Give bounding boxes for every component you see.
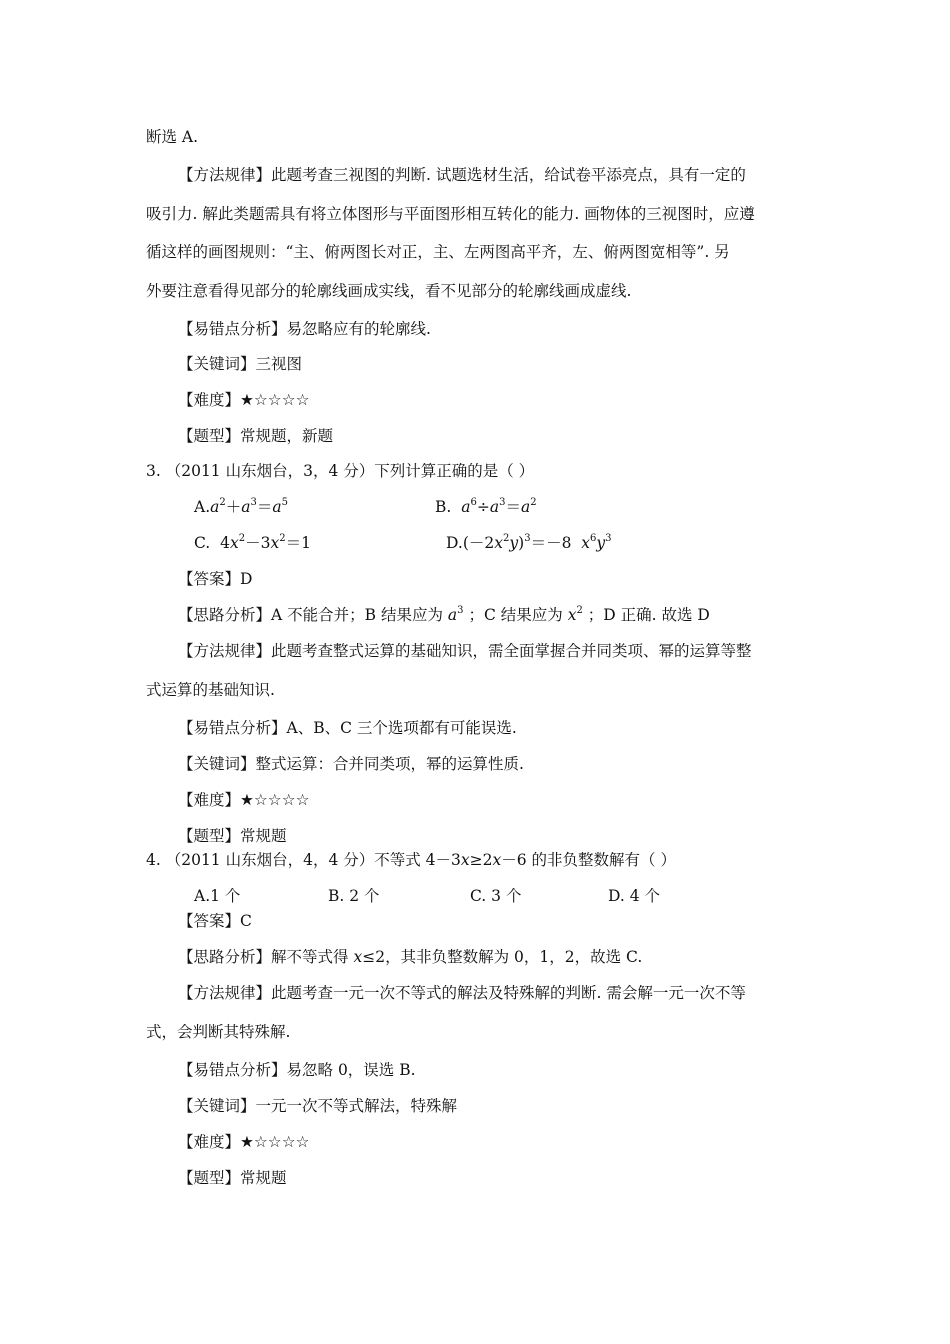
q4-stem: 4. （2011 山东烟台，4，4 分）不等式 4－3x≥2x－6 的非负整数解有（ ） — [146, 851, 676, 869]
q3-option-a-prefix: A. — [194, 498, 211, 516]
q4-stem-part1: 4. （2011 山东烟台，4，4 分）不等式 4－3 — [146, 851, 461, 869]
q4-analysis-part1: 解不等式得 — [271, 948, 349, 966]
q3-analysis-part1: A 不能合并；B 结果应为 — [271, 606, 443, 624]
q3-answer-label: 【答案】 — [178, 570, 241, 588]
q4-analysis-part2: ≤2，其非负整数解为 0，1，2，故选 C. — [362, 948, 643, 966]
q3-keyword-text: 整式运算：合并同类项，幂的运算性质. — [255, 755, 524, 773]
q3-analysis-part2: ；C 结果应为 — [468, 606, 563, 624]
q3-option-d-prefix: D. — [446, 534, 463, 552]
q4-keyword — [178, 1095, 457, 1117]
q3-error — [178, 717, 517, 739]
q4-error — [178, 1059, 416, 1081]
q3-analysis: 【思路分析】A 不能合并；B 结果应为 $a^3$ ；C 结果应为 $x^2$ ；D 正确. 故选 D — [178, 605, 710, 624]
q2-error — [178, 318, 431, 340]
q3-option-c-prefix: C. — [194, 534, 211, 552]
q4-option-d: D. 4 个 — [608, 887, 661, 905]
q2-keyword — [178, 353, 302, 375]
q2-method-line2: 吸引力. 解此类题需具有将立体图形与平面图形相互转化的能力. 画物体的三视图时，应遵 — [146, 205, 755, 223]
q3-analysis-label: 【思路分析】 — [178, 606, 272, 624]
q4-stem-part2: ≥2 — [469, 851, 493, 869]
q2-error-text: 易忽略应有的轮廓线. — [286, 320, 431, 338]
q3-difficulty-stars: ★☆☆☆☆ — [240, 791, 310, 809]
q2-keyword-label: 【关键词】 — [178, 355, 256, 373]
q4-error-label: 【易错点分析】 — [178, 1061, 287, 1079]
q3-difficulty-label: 【难度】 — [178, 791, 241, 809]
q3-difficulty — [178, 789, 310, 811]
q2-type-text: 常规题，新题 — [240, 427, 334, 445]
q3-answer-text: D — [240, 570, 253, 588]
q2-type — [178, 425, 333, 447]
q4-difficulty — [178, 1131, 310, 1153]
q2-method-label: 【方法规律】 — [178, 166, 272, 184]
q3-answer — [178, 568, 252, 590]
q3-error-text: A、B、C 三个选项都有可能误选. — [286, 719, 517, 737]
q3-method — [178, 640, 752, 662]
q4-method-label: 【方法规律】 — [178, 984, 272, 1002]
q4-option-c: C. 3 个 — [470, 887, 522, 905]
q4-method-line1: 此题考查一元一次不等式的解法及特殊解的判断. 需会解一元一次不等 — [271, 984, 746, 1002]
q4-type — [178, 1167, 287, 1189]
q3-keyword-label: 【关键词】 — [178, 755, 256, 773]
q4-analysis-label: 【思路分析】 — [178, 948, 272, 966]
q4-type-label: 【题型】 — [178, 1169, 241, 1187]
q3-option-b: B. $a^6\div a^3=a^2$ — [435, 497, 537, 516]
q3-keyword — [178, 753, 524, 775]
q4-answer-text: C — [240, 912, 252, 930]
q4-difficulty-label: 【难度】 — [178, 1133, 241, 1151]
q3-analysis-part3: ；D 正确. 故选 D — [587, 606, 710, 624]
q3-stem: 3. （2011 山东烟台，3，4 分）下列计算正确的是（ ） — [146, 462, 535, 480]
q4-answer — [178, 910, 252, 932]
q2-tail: 断选 A. — [146, 128, 199, 146]
q2-difficulty-stars: ★☆☆☆☆ — [240, 391, 310, 409]
q4-method — [178, 982, 746, 1004]
q3-method-line1: 此题考查整式运算的基础知识，需全面掌握合并同类项、幂的运算等整 — [271, 642, 752, 660]
q3-error-label: 【易错点分析】 — [178, 719, 287, 737]
q3-option-a: $A.a^2+a^3=a^5$ — [194, 497, 289, 516]
q4-option-b: B. 2 个 — [328, 887, 380, 905]
q2-method-line3: 循这样的画图规则：“主、俯两图长对正，主、左两图高平齐，左、俯两图宽相等”. 另 — [146, 243, 730, 261]
q2-method-line1: 此题考查三视图的判断. 试题选材生活，给试卷平添亮点，具有一定的 — [271, 166, 746, 184]
q3-method-line2: 式运算的基础知识. — [146, 681, 275, 699]
q3-option-b-prefix: B. — [435, 498, 452, 516]
q3-type — [178, 825, 287, 847]
q3-method-label: 【方法规律】 — [178, 642, 272, 660]
q4-option-a: A.1 个 — [194, 887, 241, 905]
q2-method-line4: 外要注意看得见部分的轮廓线画成实线，看不见部分的轮廓线画成虚线. — [146, 282, 632, 300]
q4-keyword-label: 【关键词】 — [178, 1097, 256, 1115]
q4-analysis: 【思路分析】解不等式得 x≤2，其非负整数解为 0，1，2，故选 C. — [178, 948, 643, 966]
q2-type-label: 【题型】 — [178, 427, 241, 445]
q4-difficulty-stars: ★☆☆☆☆ — [240, 1133, 310, 1151]
q3-type-text: 常规题 — [240, 827, 287, 845]
q4-type-text: 常规题 — [240, 1169, 287, 1187]
q3-option-d: $D.(-2x^2y)^3=-8$ $x^6y^3$ — [446, 533, 612, 552]
q3-option-c: C. $4x^2-3x^2=1$ — [194, 533, 311, 552]
q2-keyword-text: 三视图 — [255, 355, 303, 373]
q4-stem-part3: －6 的非负整数解有（ ） — [501, 851, 676, 869]
q2-error-label: 【易错点分析】 — [178, 320, 287, 338]
q2-difficulty-label: 【难度】 — [178, 391, 241, 409]
q4-keyword-text: 一元一次不等式解法，特殊解 — [255, 1097, 458, 1115]
q4-error-text: 易忽略 0，误选 B. — [286, 1061, 416, 1079]
q4-method-line2: 式，会判断其特殊解. — [146, 1023, 291, 1041]
q2-method — [178, 164, 746, 186]
q2-difficulty — [178, 389, 310, 411]
q3-type-label: 【题型】 — [178, 827, 241, 845]
q4-answer-label: 【答案】 — [178, 912, 241, 930]
